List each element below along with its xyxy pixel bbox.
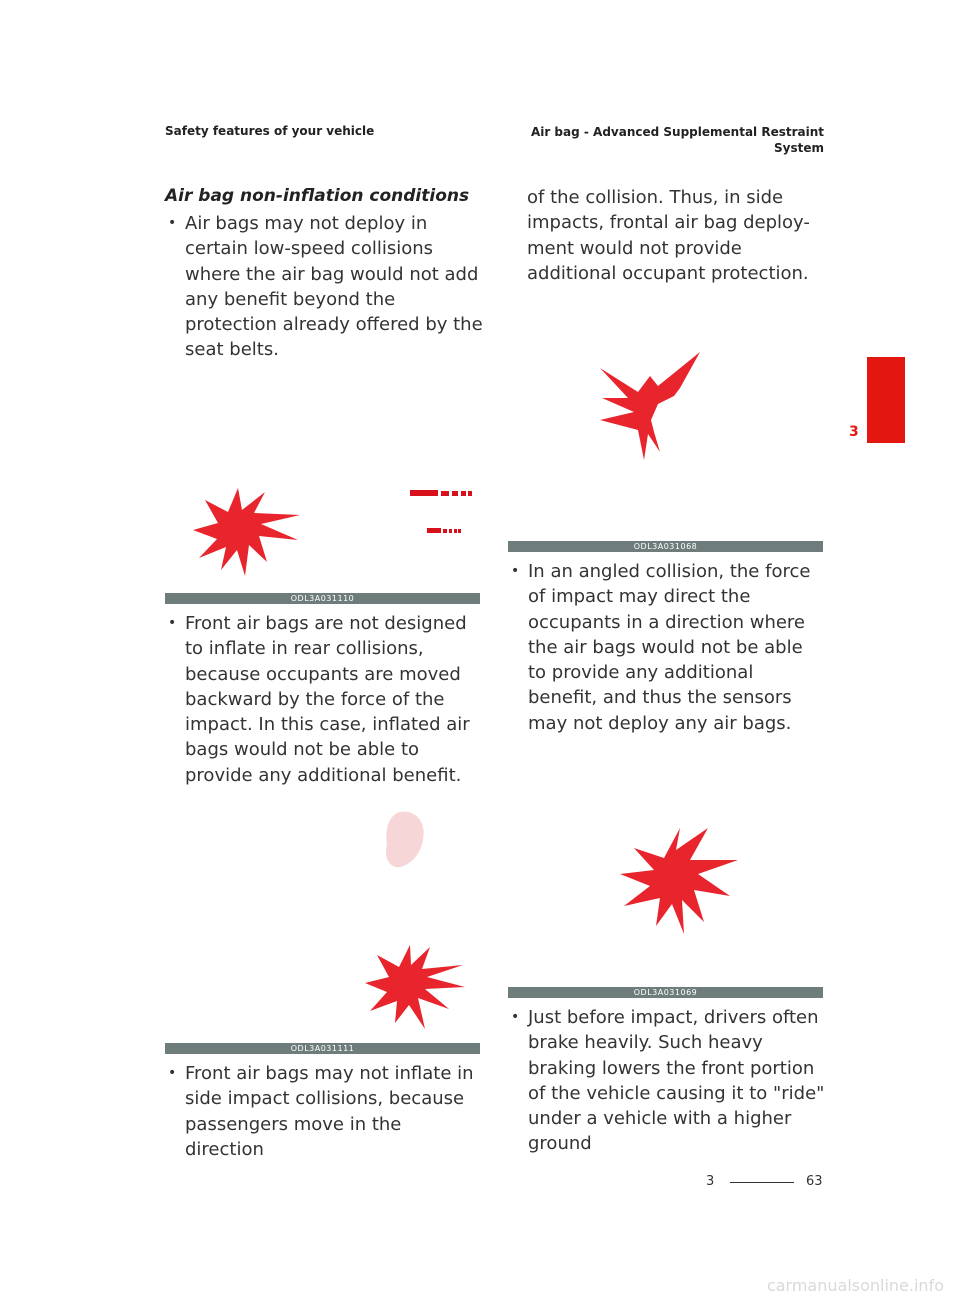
impact-burst-icon <box>365 945 465 1029</box>
right-text-block-3 <box>508 1005 826 1157</box>
section-heading: Air bag non-inflation conditions <box>165 186 470 206</box>
impact-burst-icon <box>193 488 300 576</box>
running-header-right-line2: System <box>774 141 824 155</box>
chapter-tab <box>867 357 905 443</box>
bullet-side-impact: • Front air bags may not inflate in side impact collisions, because passengers move in the direction <box>165 1061 483 1162</box>
figure-side-impact <box>165 805 480 1043</box>
impact-burst-icon <box>620 828 738 934</box>
left-text-block-1 <box>165 211 483 363</box>
occupant-head-icon <box>386 812 424 868</box>
bullet-heavy-braking: • Just before impact, drivers often brake heavily. Such heavy braking lowers the front portion of the vehicle causing it to "ride" under a vehicle with a higher ground <box>508 1005 826 1157</box>
footer-divider <box>730 1182 794 1183</box>
figure-caption-4: ODL3A031069 <box>508 987 823 998</box>
running-header-left: Safety features of your vehicle <box>165 124 375 138</box>
running-header-right <box>524 124 824 156</box>
continuation-paragraph: of the collision. Thus, in side impacts, frontal air bag deploy-ment would not provide additional occupant protection. <box>527 187 810 284</box>
figure-caption-2: ODL3A031111 <box>165 1043 480 1054</box>
figure-caption-3: ODL3A031068 <box>508 541 823 552</box>
figure-rear-collision <box>165 470 480 590</box>
figure-heavy-braking <box>508 800 823 985</box>
left-text-block-2 <box>165 611 483 788</box>
bullet-low-speed: • Air bags may not deploy in certain low-speed collisions where the air bag would not add any benefit beyond the protection already offered by the seat belts. <box>165 211 483 363</box>
bullet-rear-collision: • Front air bags are not designed to inflate in rear collisions, because occupants are moved backward by the force of the impact. In this case, inflated air bags would not be able to provide any additional benefit. <box>165 611 483 788</box>
impact-burst-icon <box>600 352 700 460</box>
right-text-block-2 <box>508 559 826 736</box>
chapter-tab-number: 3 <box>849 424 859 440</box>
left-text-block-3 <box>165 1061 483 1162</box>
figure-caption-1: ODL3A031110 <box>165 593 480 604</box>
watermark: carmanualsonline.info <box>766 1276 944 1295</box>
footer-chapter-number: 3 <box>706 1174 715 1189</box>
speed-lines-icon <box>410 490 472 533</box>
bullet-angled-collision: • In an angled collision, the force of impact may direct the occupants in a direction where the air bags would not be able to provide any additional benefit, and thus the sensors may not deploy any air bags. <box>508 559 826 736</box>
footer-page-number: 63 <box>806 1174 823 1189</box>
right-text-block-1 <box>527 185 827 286</box>
figure-angled-collision <box>508 340 823 540</box>
running-header-right-line1: Air bag - Advanced Supplemental Restraint <box>530 125 824 139</box>
